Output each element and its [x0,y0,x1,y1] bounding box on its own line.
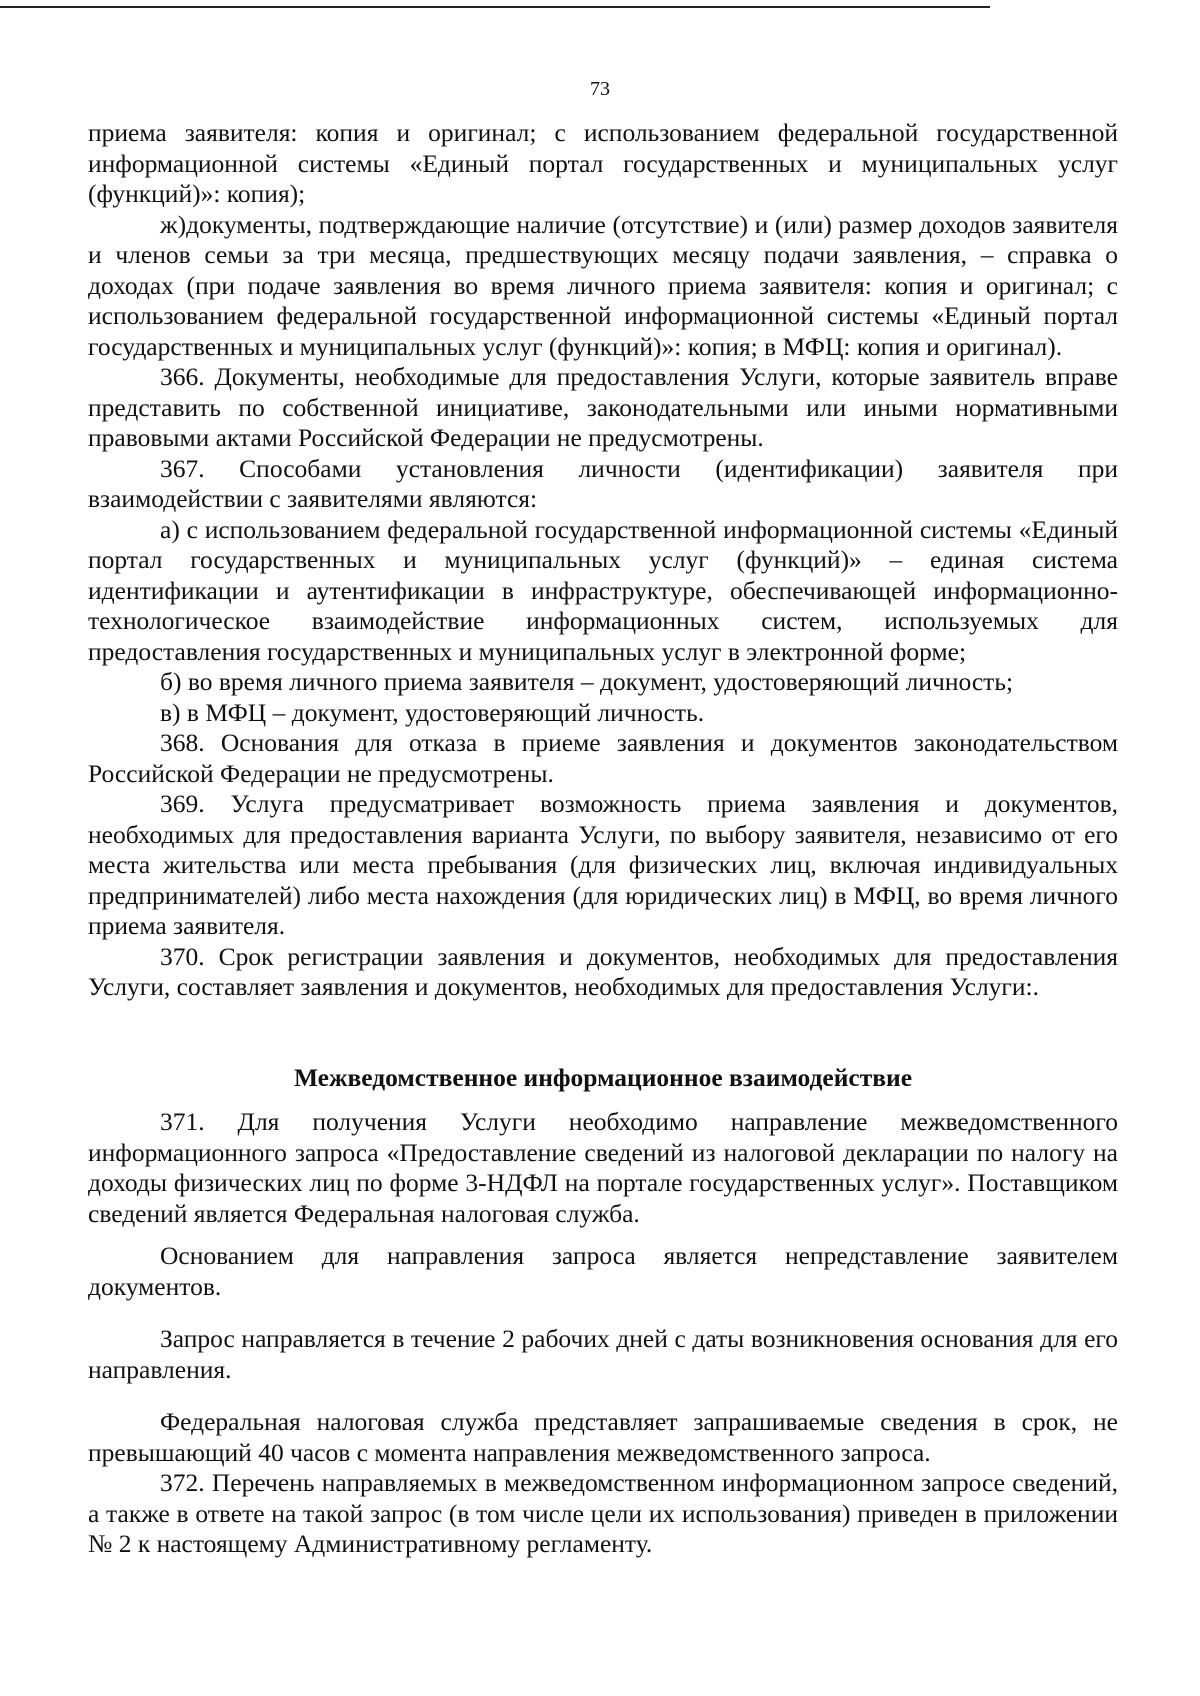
paragraph-366: 366. Документы, необходимые для предоставления Услуги, которые заявитель вправе представить по собственной инициативе, законодательными или иными нормативными правовыми актами Российской Федерации не предусмотрены. [88,362,1118,452]
paragraph-367-a: а) с использованием федеральной государственной информационной системы «Единый портал государственных и муниципальных услуг (функций)» – единая система идентификации и аутентификации в инфраструктуре, обеспечивающей информационно-технологическое взаимодействие информационных систем, используемых для предоставления государственных и муниципальных услуг в электронной форме; [88,514,1118,666]
document-body [88,118,1118,1560]
paragraph-371-deadline: Запрос направляется в течение 2 рабочих дней с даты возникновения основания для его направления. [88,1324,1118,1384]
paragraph-367-b: б) во время личного приема заявителя – документ, удостоверяющий личность; [160,667,1014,696]
paragraph-372: 372. Перечень направляемых в межведомственном информационном запросе сведений, а также в ответе на такой запрос (в том числе цели их использования) приведен в приложении № 2 к настоящему Административному регламенту. [88,1468,1118,1558]
paragraph-367: 367. Способами установления личности (идентификации) заявителя при взаимодействии с заявителями являются: [88,453,1118,513]
paragraph-370: 370. Срок регистрации заявления и документов, необходимых для предоставления Услуги, составляет заявления и документов, необходимых для предоставления Услуги:. [88,941,1118,1001]
paragraph-continuation: приема заявителя: копия и оригинал; с использованием федеральной государственной информационной системы «Единый портал государственных и муниципальных услуг (функций)»: копия); [88,118,1118,208]
paragraph-368: 368. Основания для отказа в приеме заявления и документов законодательством Российской Федерации не предусмотрены. [88,728,1118,788]
paragraph-371-response: Федеральная налоговая служба представляет запрашиваемые сведения в срок, не превышающий 40 часов с момента направления межведомственного запроса. [88,1407,1118,1467]
paragraph-371-basis: Основанием для направления запроса является непредставление заявителем документов. [88,1241,1118,1301]
top-rule [0,6,990,8]
section-heading: Межведомственное информационное взаимодействие [293,1062,913,1092]
paragraph-item-zh: ж)документы, подтверждающие наличие (отсутствие) и (или) размер доходов заявителя и членов семьи за три месяца, предшествующих месяцу подачи заявления, – справка о доходах (при подаче заявления во время личного приема заявителя: копия и оригинал; с использованием федеральной государственной информационной системы «Единый портал государственных и муниципальных услуг (функций)»: копия; в МФЦ: копия и оригинал). [88,209,1118,361]
paragraph-371: 371. Для получения Услуги необходимо направление межведомственного информационного запроса «Предоставление сведений из налоговой декларации по налогу на доходы физических лиц по форме 3-НДФЛ на портале государственных услуг». Поставщиком сведений является Федеральная налоговая служба. [88,1107,1118,1228]
page-number: 73 [590,78,610,100]
paragraph-369: 369. Услуга предусматривает возможность приема заявления и документов, необходимых для предоставления варианта Услуги, по выбору заявителя, независимо от его места жительства или места пребывания (для физических лиц, включая индивидуальных предпринимателей) либо места нахождения (для юридических лиц) в МФЦ, во время личного приема заявителя. [88,789,1118,940]
paragraph-367-v: в) в МФЦ – документ, удостоверяющий личность. [160,697,705,727]
